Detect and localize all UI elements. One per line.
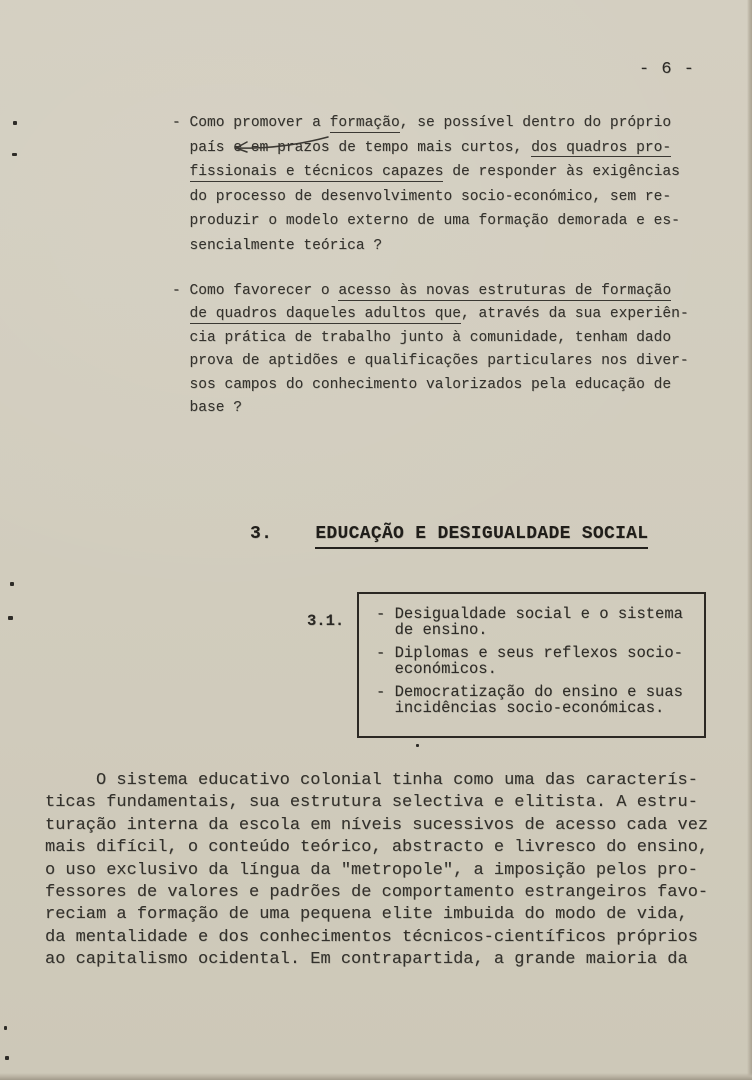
- text-line: de ensino.: [394, 621, 488, 640]
- text-line: turação interna da escola em níveis sucessivos de acesso cada vez: [45, 815, 709, 835]
- text-line: ticas fundamentais, sua estrutura selectiva e elitista. A estru-: [45, 793, 698, 813]
- text-line: ao capitalismo ocidental. Em contrapartida, a grande maioria da: [45, 950, 688, 970]
- scan-speck: [12, 153, 17, 156]
- text-line: da mentalidade e dos conhecimentos técnicos-científicos próprios: [45, 927, 698, 947]
- text-line: - Desigualdade social e o sistema: [376, 605, 683, 623]
- topic-box: [357, 592, 706, 738]
- scan-speck: [416, 744, 419, 747]
- text-line: económicos.: [394, 660, 497, 679]
- section-number: 3.: [250, 524, 273, 544]
- topic-item: [376, 606, 698, 639]
- text-line: - Como favorecer o acesso às novas estruturas de formação: [172, 283, 672, 299]
- text-line: - Democratização do ensino e suas: [376, 683, 683, 702]
- text-line: - Como promover a formação, se possível dentro do próprio: [172, 115, 672, 131]
- text-line: cia prática de trabalho junto à comunidade, tenham dado: [189, 329, 672, 346]
- text-line: sencialmente teórica ?: [189, 237, 383, 254]
- text-line: fissionais e técnicos capazes de responder às exigências: [189, 164, 680, 180]
- topic-item: [376, 684, 698, 717]
- text-line: mais difícil, o conteúdo teórico, abstracto e livresco do ensino,: [45, 838, 709, 858]
- body-paragraph: [45, 770, 735, 972]
- text-line: O sistema educativo colonial tinha como uma das caracterís-: [45, 771, 698, 790]
- text-line: base ?: [189, 400, 243, 417]
- text-line: incidências socio-económicas.: [394, 699, 665, 718]
- scan-edge-bottom: [0, 1073, 752, 1080]
- scan-speck: [5, 1056, 9, 1060]
- scan-speck: [10, 582, 14, 586]
- scan-speck: [13, 121, 17, 125]
- question-item-2: [172, 280, 692, 420]
- text-line: do processo de desenvolvimento socio-económico, sem re-: [189, 188, 672, 205]
- arrow-annotation-icon: [224, 133, 330, 155]
- text-line: sos campos do conhecimento valorizados pela educação de: [189, 376, 672, 393]
- section-title: EDUCAÇÃO E DESIGUALDADE SOCIAL: [315, 524, 648, 549]
- text-line: produzir o modelo externo de uma formação demorada e es-: [189, 213, 680, 229]
- text-line: - Diplomas e seus reflexos socio-: [376, 644, 683, 663]
- text-line: fessores de valores e padrões de comportamento estrangeiros favo-: [45, 883, 709, 903]
- scan-speck: [4, 1026, 7, 1030]
- text-line: país e em prazos de tempo mais curtos, dos quadros pro-: [189, 139, 672, 156]
- subsection-label: 3.1.: [307, 612, 345, 630]
- text-line: o uso exclusivo da língua da "metropole", a imposição pelos pro-: [45, 860, 698, 880]
- scan-edge-right: [747, 0, 752, 1080]
- section-heading: [250, 524, 648, 544]
- text-line: prova de aptidões e qualificações particulares nos diver-: [189, 353, 689, 370]
- topic-item: [376, 645, 698, 678]
- scan-speck: [8, 616, 13, 620]
- page-number: - 6 -: [639, 60, 696, 79]
- text-line: de quadros daqueles adultos que, através da sua experiên-: [189, 306, 689, 323]
- text-line: reciam a formação de uma pequena elite imbuida do modo de vida,: [45, 905, 688, 925]
